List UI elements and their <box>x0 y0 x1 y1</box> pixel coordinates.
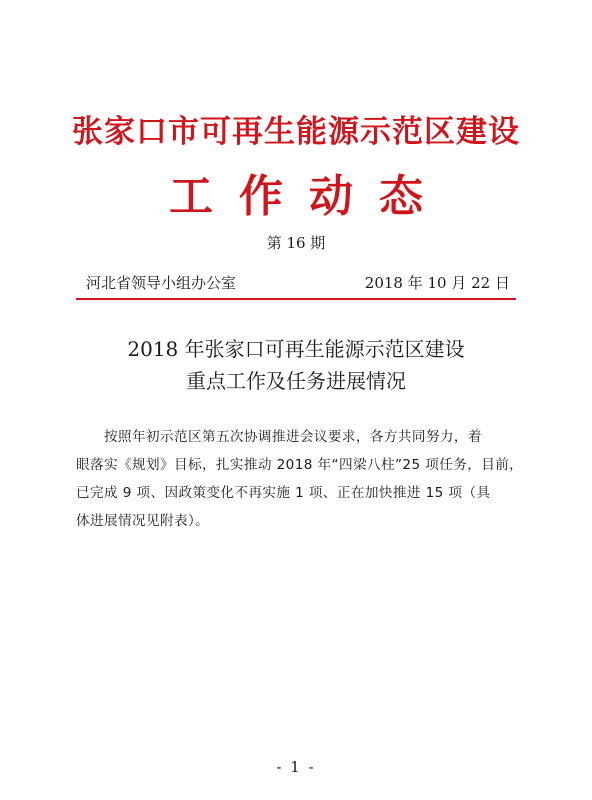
page-number: - 1 - <box>276 758 316 776</box>
body-line-3: 已完成 9 项、因政策变化不再实施 1 项、正在加快推进 15 项（具 <box>76 485 491 501</box>
issuer-date-row <box>86 272 512 294</box>
body-line-4: 体进展情况见附表）。 <box>76 513 210 529</box>
article-headline-line-2: 重点工作及任务进展情况 <box>186 369 406 393</box>
masthead-subtitle: 工作动态 <box>169 171 449 222</box>
red-divider <box>76 298 516 300</box>
issue-date: 2018 年 10 月 22 日 <box>364 274 510 292</box>
body-line-2: 眼落实《规划》目标，扎实推动 2018 年“四梁八柱”25 项任务，目前， <box>76 457 524 473</box>
issuer-name: 河北省领导小组办公室 <box>86 274 237 292</box>
body-line-1: 按照年初示范区第五次协调推进会议要求，各方共同努力，着 <box>104 429 482 445</box>
article-headline-line-1: 2018 年张家口可再生能源示范区建设 <box>127 337 465 361</box>
issue-number: 第 16 期 <box>266 234 326 252</box>
masthead-title: 张家口市可再生能源示范区建设 <box>72 114 520 150</box>
